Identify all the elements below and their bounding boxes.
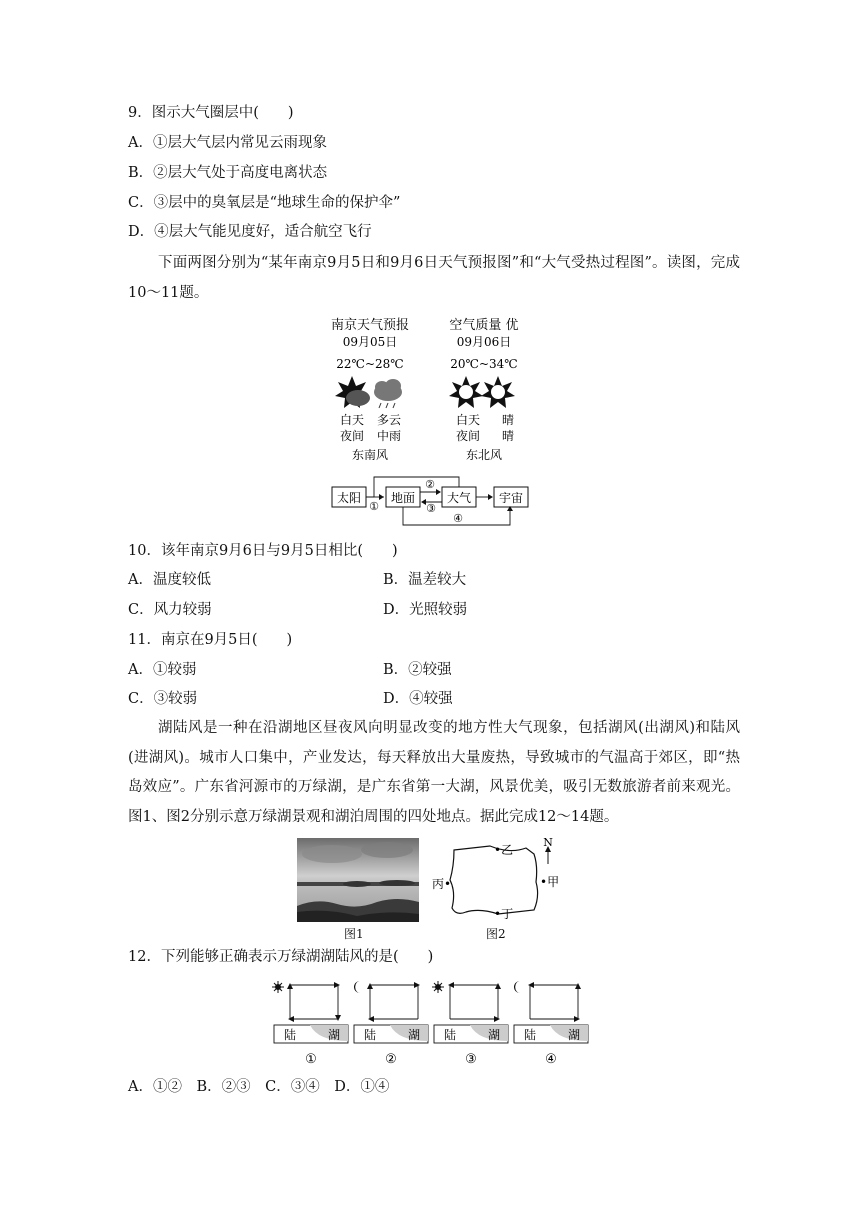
forecast-right-day-weather: 晴 — [502, 413, 515, 427]
ground-box-label: 地面 — [390, 491, 416, 505]
q10-option-d: D．光照较弱 — [383, 602, 468, 618]
forecast-right-night-label: 夜间 — [456, 429, 481, 443]
diagram-1 — [272, 981, 348, 1067]
q12-options: A．①② B．②③ C．③④ D．①④ — [128, 1079, 390, 1095]
q11-option-b: B．②较强 — [383, 662, 452, 678]
land-label: 陆 — [284, 1028, 297, 1042]
fig1-caption: 图1 — [344, 927, 364, 941]
forecast-left-title: 南京天气预报 — [330, 318, 410, 333]
q11-option-a: A．①较弱 — [128, 662, 197, 678]
north-label: N — [543, 836, 553, 849]
q11-stem: 11．南京在9月5日( ) — [128, 632, 293, 648]
land-label: 陆 — [524, 1028, 537, 1042]
point-ding: •丁 — [494, 907, 514, 921]
atmosphere-box-label: 大气 — [446, 491, 472, 505]
q10-option-a: A．温度较低 — [128, 572, 211, 588]
point-bing: 丙• — [432, 877, 452, 891]
forecast-left-date: 09月05日 — [342, 335, 398, 349]
q9-option-a: A．①层大气层内常见云雨现象 — [128, 135, 327, 151]
q9-option-b: B．②层大气处于高度电离状态 — [128, 165, 328, 181]
forecast-right-title: 空气质量 优 — [449, 318, 519, 333]
forecast-left-temp: 22℃~28℃ — [336, 357, 404, 371]
diagram-label: ④ — [545, 1052, 557, 1067]
lake-label: 湖 — [568, 1028, 581, 1042]
lake-label: 湖 — [328, 1028, 341, 1042]
forecast-left-night-label: 夜间 — [340, 429, 365, 443]
forecast-left-day-label: 白天 — [340, 413, 365, 427]
intro-paragraph-2: 湖陆风是一种在沿湖地区昼夜风向明显改变的地方性大气现象，包括湖风(出湖风)和陆风(进湖风)。城市人口集中，产业发达，每天释放出大量废热，导致城市的气温高于郊区，即“热岛效应”。广东省河源市的万绿湖，是广东省第一大湖，风景优美，吸引无数旅游者前来观光。图1、图2分别示意万绿湖景观和湖泊周围的四处地点。据此完成12～14题。 — [128, 720, 740, 825]
sun-icon — [432, 981, 444, 993]
sun-icon — [272, 981, 284, 993]
fig2-caption: 图2 — [486, 927, 506, 941]
forecast-left-wind: 东南风 — [351, 448, 389, 462]
lake-label: 湖 — [408, 1028, 421, 1042]
diagram-3 — [432, 981, 508, 1067]
diagram-label: ① — [305, 1052, 317, 1067]
diagram-label: ③ — [465, 1052, 477, 1067]
forecast-left-night-weather: 中雨 — [377, 429, 402, 443]
lake-land-breeze-diagrams — [270, 975, 590, 1070]
q11-option-d: D．④较强 — [383, 691, 453, 707]
space-box-label: 宇宙 — [498, 491, 524, 505]
lake-map — [430, 836, 575, 931]
forecast-right-temp: 20℃~34℃ — [450, 357, 518, 371]
arrow-4 — [380, 505, 520, 530]
rain-cloud-icon — [374, 379, 402, 408]
diagram-4 — [514, 981, 588, 1067]
arrow-1-label: ① — [369, 500, 379, 512]
q12-stem: 12．下列能够正确表示万绿湖湖陆风的是( ) — [128, 949, 434, 965]
moon-icon — [514, 981, 520, 993]
q10-option-c: C．风力较弱 — [128, 602, 212, 618]
lake-photo — [297, 838, 419, 922]
lake-label: 湖 — [488, 1028, 501, 1042]
land-label: 陆 — [364, 1028, 377, 1042]
q11-option-c: C．③较弱 — [128, 691, 198, 707]
arrow-2-label: ② — [425, 478, 435, 491]
q10-stem: 10．该年南京9月6日与9月5日相比( ) — [128, 543, 398, 559]
land-label: 陆 — [444, 1028, 457, 1042]
forecast-left-day-weather: 多云 — [377, 413, 402, 427]
weather-forecast-figure — [322, 312, 542, 512]
point-jia: •甲 — [540, 875, 560, 889]
diagram-2 — [354, 981, 428, 1067]
point-yi: •乙 — [494, 843, 514, 857]
forecast-right-wind: 东北风 — [465, 448, 503, 462]
forecast-right-date: 09月06日 — [456, 335, 512, 349]
arrow-3-label: ③ — [426, 502, 436, 512]
sun-icon — [481, 376, 515, 408]
sun-behind-cloud-icon — [335, 376, 370, 408]
intro-paragraph-1: 下面两图分别为“某年南京9月5日和9月6日天气预报图”和“大气受热过程图”。读图，完成10～11题。 — [128, 255, 740, 301]
forecast-right-night-weather: 晴 — [502, 429, 515, 443]
q9-stem: 9．图示大气圈层中( ) — [128, 105, 294, 121]
q9-option-c: C．③层中的臭氧层是“地球生命的保护伞” — [128, 195, 401, 211]
weather-forecast-svg — [322, 312, 542, 512]
sun-icon — [449, 376, 483, 408]
moon-icon — [354, 981, 360, 993]
q9-option-d: D．④层大气能见度好，适合航空飞行 — [128, 224, 372, 240]
forecast-right-day-label: 白天 — [456, 413, 481, 427]
arrow-4-label: ④ — [453, 512, 463, 525]
q10-option-b: B．温差较大 — [383, 572, 467, 588]
sun-box-label: 太阳 — [336, 491, 362, 505]
diagram-label: ② — [385, 1052, 397, 1067]
